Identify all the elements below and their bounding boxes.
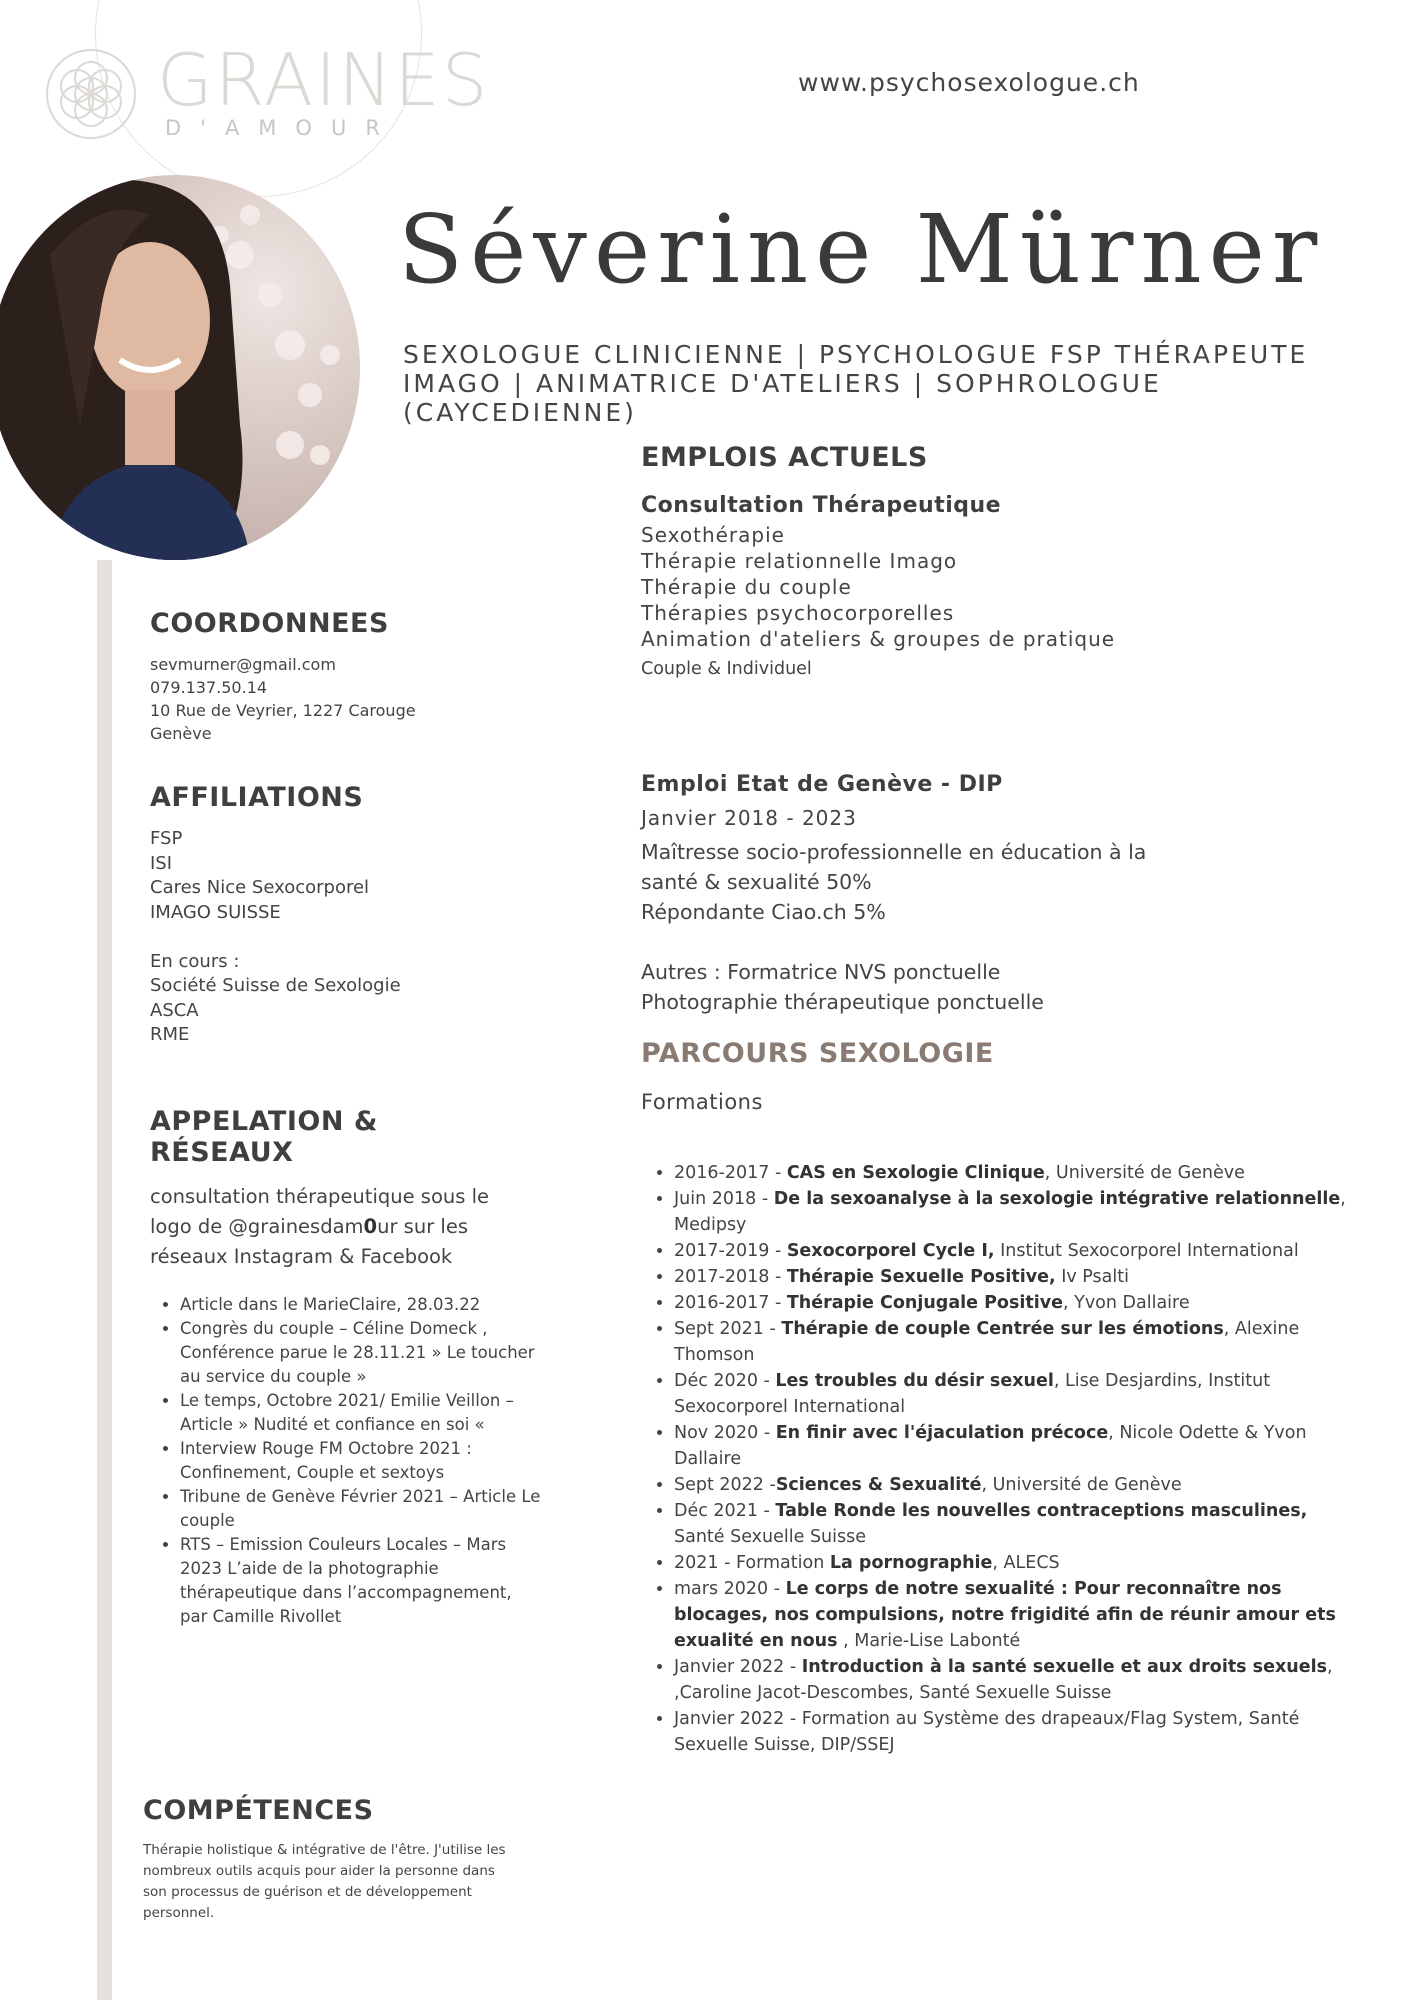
formation-item <box>674 1498 1362 1550</box>
formation-title: Sciences & Sexualité <box>775 1475 982 1495</box>
formation-date: Sept 2022 - <box>674 1475 776 1495</box>
formation-item <box>674 1368 1362 1420</box>
formation-item <box>674 1654 1362 1706</box>
flower-of-life-icon <box>45 48 137 140</box>
affiliation-item: Société Suisse de Sexologie <box>150 975 401 996</box>
person-titles: SEXOLOGUE CLINICIENNE | PSYCHOLOGUE FSP THÉRAPEUTE IMAGO | ANIMATRICE D'ATELIERS | SOPHROLOGUE (CAYCEDIENNE) <box>403 340 1309 427</box>
competences-heading: COMPÉTENCES <box>143 1795 374 1826</box>
email-text[interactable]: sevmurner@gmail.com <box>150 655 336 674</box>
formation-date: Juin 2018 - <box>674 1189 774 1209</box>
affiliation-pending-label: En cours : <box>150 950 240 972</box>
consultation-item: Thérapie du couple <box>641 575 852 599</box>
formation-date: Déc 2020 - <box>674 1371 776 1391</box>
etat-dates: Janvier 2018 - 2023 <box>641 806 857 830</box>
parcours-section <box>641 1038 1361 1117</box>
competences-section <box>143 1795 518 1924</box>
emplois-heading: EMPLOIS ACTUELS <box>641 442 928 473</box>
website-link[interactable]: www.psychosexologue.ch <box>798 68 1140 97</box>
coordonnees-section <box>150 608 416 745</box>
formation-item <box>674 1576 1362 1654</box>
formation-title: Sexocorporel Cycle I, <box>786 1241 995 1261</box>
formation-date: mars 2020 - <box>674 1579 786 1599</box>
formation-item <box>674 1316 1362 1368</box>
formation-title: De la sexoanalyse à la sexologie intégrative relationnelle <box>773 1189 1341 1209</box>
etat-title: Emploi Etat de Genève - DIP <box>641 772 1003 797</box>
city-text: Genève <box>150 724 212 743</box>
formation-provider: , Université de Genève <box>1044 1163 1245 1183</box>
formation-provider: , Yvon Dallaire <box>1063 1293 1190 1313</box>
formation-item <box>674 1706 1362 1758</box>
appelation-text <box>150 1182 530 1272</box>
formation-date: Nov 2020 - <box>674 1423 776 1443</box>
consultation-item: Animation d'ateliers & groupes de pratique <box>641 627 1116 651</box>
formation-title: Thérapie Sexuelle Positive, <box>786 1267 1056 1287</box>
formation-provider: , ,Caroline Jacot-Descombes, Santé Sexuelle Suisse <box>674 1657 1333 1703</box>
formation-item <box>674 1160 1362 1186</box>
formation-title: Introduction à la santé sexuelle et aux droits sexuels <box>801 1657 1328 1677</box>
coordonnees-heading: COORDONNEES <box>150 608 389 639</box>
affiliation-item: Cares Nice Sexocorporel <box>150 877 370 898</box>
formation-item <box>674 1472 1362 1498</box>
formation-title: En finir avec l'éjaculation précoce <box>775 1423 1109 1443</box>
formations-list <box>642 1160 1362 1758</box>
formation-title: Table Ronde les nouvelles contraceptions masculines, <box>775 1501 1308 1521</box>
formation-date: 2016-2017 - <box>674 1293 787 1313</box>
formation-provider: , Marie-Lise Labonté <box>837 1631 1021 1651</box>
article-item: • Interview Rouge FM Octobre 2021 : Confinement, Couple et sextoys <box>180 1437 543 1485</box>
affiliations-heading: AFFILIATIONS <box>150 782 364 813</box>
formation-item <box>674 1290 1362 1316</box>
appelation-heading: APPELATION & RÉSEAUX <box>150 1106 378 1168</box>
formation-date: 2017-2018 - <box>674 1267 787 1287</box>
etat-line: Répondante Ciao.ch 5% <box>641 900 886 924</box>
affiliations-section <box>150 782 401 1048</box>
emploi-etat-section <box>641 772 1361 1017</box>
formation-date: Sept 2021 - <box>674 1319 782 1339</box>
emplois-section <box>641 442 1361 681</box>
article-item: • RTS – Emission Couleurs Locales – Mars 2023 L’aide de la photographie thérapeutique dans l’accompagnement, par Camille Rivollet <box>180 1533 543 1629</box>
formation-provider: , Nicole Odette & Yvon Dallaire <box>674 1423 1307 1469</box>
formation-date: Janvier 2022 - Formation au Système des drapeaux/Flag System, Santé Sexuelle Suisse, DIP/SSEJ <box>674 1709 1300 1755</box>
formation-item <box>674 1550 1362 1576</box>
consultation-item: Thérapie relationnelle Imago <box>641 549 958 573</box>
affiliation-spacer <box>150 925 401 950</box>
etat-line: Maîtresse socio-professionnelle en éducation à la <box>641 840 1147 864</box>
formation-provider: , Lise Desjardins, Institut Sexocorporel International <box>674 1371 1271 1417</box>
appelation-text-part: consultation thérapeutique sous le logo de @grainesdam <box>150 1185 490 1238</box>
appelation-text-part: ur sur les réseaux Instagram & Facebook <box>150 1215 468 1268</box>
affiliation-item: IMAGO SUISSE <box>150 901 281 923</box>
formation-provider: , Université de Genève <box>981 1475 1182 1495</box>
formation-title: CAS en Sexologie Clinique <box>786 1163 1045 1183</box>
profile-photo <box>0 175 360 560</box>
etat-line: Photographie thérapeutique ponctuelle <box>641 990 1044 1014</box>
consultation-item: Thérapies psychocorporelles <box>641 601 955 625</box>
article-item: • Le temps, Octobre 2021/ Emilie Veillon – Article » Nudité et confiance en soi « <box>180 1389 543 1437</box>
formation-provider: , Alexine Thomson <box>674 1319 1300 1365</box>
logo-wordmark: GRAINES <box>157 38 490 122</box>
formation-title: Thérapie de couple Centrée sur les émotions <box>781 1319 1224 1339</box>
competences-text: Thérapie holistique & intégrative de l'être. J'utilise les nombreux outils acquis pour aider la personne dans son processus de guérison et de développement personnel. <box>143 1842 506 1921</box>
sidebar-accent-bar <box>97 560 112 2000</box>
formation-provider: , Medipsy <box>674 1189 1346 1235</box>
etat-spacer <box>641 927 1361 957</box>
formation-provider: Iv Psalti <box>1055 1267 1129 1287</box>
formation-title: La pornographie <box>829 1553 993 1573</box>
affiliation-item: FSP <box>150 828 183 849</box>
formation-date: 2016-2017 - <box>674 1163 787 1183</box>
press-articles <box>148 1293 543 1629</box>
formation-date: Déc 2021 - <box>674 1501 776 1521</box>
formation-item <box>674 1264 1362 1290</box>
formation-provider: , ALECS <box>992 1553 1060 1573</box>
appelation-section <box>150 1106 530 1272</box>
consultation-note: Couple & Individuel <box>641 659 812 679</box>
logo-subtitle: D'AMOUR <box>165 116 399 140</box>
formation-date: 2021 - Formation <box>674 1553 830 1573</box>
formation-item <box>674 1238 1362 1264</box>
consultation-title: Consultation Thérapeutique <box>641 493 1002 518</box>
article-item: • Tribune de Genève Février 2021 – Article Le couple <box>180 1485 543 1533</box>
person-name: Séverine Mürner <box>398 195 1325 305</box>
parcours-heading: PARCOURS SEXOLOGIE <box>641 1038 994 1069</box>
appelation-text-bold: 0 <box>363 1215 378 1238</box>
formations-subheading: Formations <box>641 1090 763 1114</box>
formation-item <box>674 1420 1362 1472</box>
formation-item <box>674 1186 1362 1238</box>
etat-line: santé & sexualité 50% <box>641 870 872 894</box>
consultation-item: Sexothérapie <box>641 523 785 547</box>
article-item: • Article dans le MarieClaire, 28.03.22 <box>180 1293 543 1317</box>
article-item: • Congrès du couple – Céline Domeck , Conférence parue le 28.11.21 » Le toucher au service du couple » <box>180 1317 543 1389</box>
affiliation-item: ISI <box>150 852 173 874</box>
formation-date: Janvier 2022 - <box>674 1657 802 1677</box>
address-text: 10 Rue de Veyrier, 1227 Carouge <box>150 701 416 720</box>
affiliation-item: ASCA <box>150 999 199 1021</box>
formation-title: Thérapie Conjugale Positive <box>786 1293 1063 1313</box>
formation-provider: Institut Sexocorporel International <box>994 1241 1299 1261</box>
formation-title: Les troubles du désir sexuel <box>775 1371 1054 1391</box>
formation-provider: Santé Sexuelle Suisse <box>674 1527 867 1547</box>
formation-date: 2017-2019 - <box>674 1241 787 1261</box>
phone-text[interactable]: 079.137.50.14 <box>150 678 268 697</box>
formation-title: Le corps de notre sexualité : Pour reconnaître nos blocages, nos compulsions, notre frigidité afin de réunir amour ets exualité en nous <box>674 1579 1336 1651</box>
affiliation-item: RME <box>150 1024 190 1045</box>
etat-line: Autres : Formatrice NVS ponctuelle <box>641 960 1001 984</box>
